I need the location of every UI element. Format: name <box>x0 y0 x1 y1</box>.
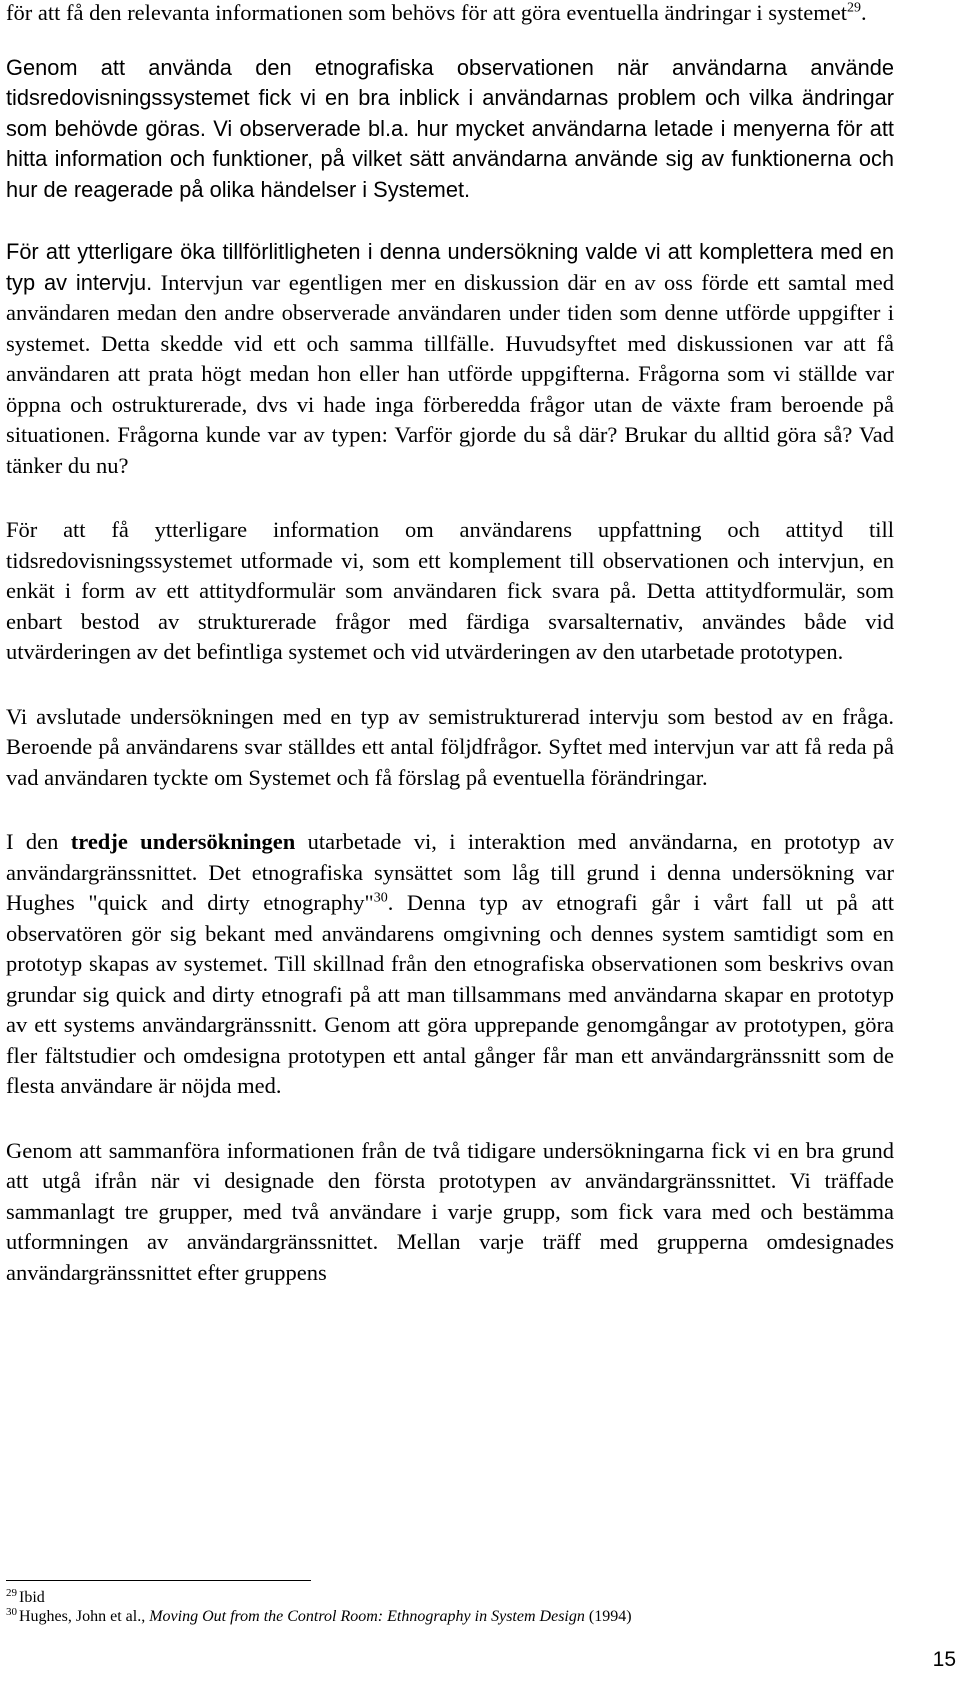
paragraph-prototype-design: Genom att sammanföra informationen från de två tidigare undersökningarna fick vi en bra grund att utgå ifrån när vi designade den första prototypen av användargränssnittet. Vi träffade sammanlagt tre grupper, med två användare i varje grupp, som fick vara med och bestämma utformningen av användargränssnittet. Mellan varje träff med grupperna omdesignades användargränssnittet efter gruppens <box>6 1137 894 1285</box>
paragraph-semistructured-interview: Vi avslutade undersökningen med en typ av semistrukturerad intervju som bestod av en fråga. Beroende på användarens svar ställdes ett antal följdfrågor. Syftet med intervjun var att få reda på vad användaren tyckte om Systemet och få förslag på eventuella förändringar. <box>6 703 894 790</box>
footnote-number: 30 <box>6 1605 17 1618</box>
paragraph-text: . Denna typ av etnografi går i vårt fall ut på att observatören gör sig bekant med användarens omgivning och dennes system samtidigt som en prototyp skapas av systemet. Till skillnad från den etnografiska observationen som beskrivs ovan grundar sig quick and dirty etnografi på att man tillsammans med användarna skapar en prototyp av ett systems användargränssnitt. Genom att göra upprepande genomgångar av prototypen, göra fler fältstudier och omdesigna prototypen ett antal gånger får man ett användargränssnitt som de flesta användare är nöjda med. <box>6 890 894 1098</box>
paragraph-text-sans: För att ytterligare öka tillförlitligheten i denna undersökning valde vi att komplettera med en typ av intervju. <box>6 239 894 295</box>
footnote-reference[interactable]: 29 <box>846 0 861 16</box>
emphasis-bold: tredje undersökningen <box>70 829 296 854</box>
paragraph-text-serif: Intervjun var egentligen mer en diskussion där en av oss förde ett samtal med användaren medan den andre observerade användaren under tiden som denne utförde uppgifter i systemet. Detta skedde vid ett och samma tillfälle. Huvudsyftet med diskussionen var att få användaren att prata högt medan hon eller han utförde uppgifterna. Frågorna som vi ställde var öppna och ostrukturerade, dvs vi hade inga förberedda frågor utan de växte fram beroende på situationen. Frågorna kunde var av typen: Varför gjorde du så där? Brukar du alltid göra så? Vad tänker du nu? <box>6 269 895 478</box>
paragraph-text-end: . <box>860 0 867 25</box>
footnote-year: (1994) <box>584 1608 632 1625</box>
footnote-book-title: Moving Out from the Control Room: Ethnography in System Design <box>149 1608 585 1625</box>
footnote-30 <box>6 1607 894 1626</box>
paragraph-ethnographic-observation: Genom att använda den etnografiska observationen när användarna använde tidsredovisningssystemet fick vi en bra inblick i användarnas problem och vilka ändringar som behövde göras. Vi observerade bl.a. hur mycket användarna letade i menyerna för att hitta information och funktioner, på vilket sätt användarna använde sig av funktionerna och hur de reagerade på olika händelser i Systemet. <box>6 54 894 202</box>
body-text <box>6 0 894 1288</box>
footnotes <box>6 1588 894 1626</box>
paragraph-text: I den <box>6 829 71 854</box>
footnote-number: 29 <box>6 1586 17 1599</box>
footnote-29 <box>6 1588 894 1607</box>
paragraph-continuation <box>6 0 894 29</box>
paragraph-third-study <box>6 827 894 1102</box>
footnote-reference[interactable]: 30 <box>373 890 388 906</box>
footnote-separator <box>6 1580 311 1581</box>
footnote-author: Hughes, John et al., <box>19 1608 150 1625</box>
paragraph-attitude-form: För att få ytterligare information om användarens uppfattning och attityd till tidsredovisningssystemet utformade vi, som ett komplement till observationen och intervjun, en enkät i form av ett attitydformulär som användaren fick svara på. Detta attitydformulär, som enbart bestod av strukturerade frågor med färdiga svarsalternativ, användes både vid utvärderingen av det befintliga systemet och vid utvärderingen av den utarbetade prototypen. <box>6 517 894 664</box>
page-number: 15 <box>932 1648 956 1671</box>
paragraph-interview <box>6 237 894 481</box>
footnote-text: Ibid <box>19 1589 45 1606</box>
paragraph-text: utarbetade vi, i interaktion med användarna, en prototyp av användargränssnittet. Det etnografiska synsättet som låg till grund i denna undersökning var Hughes "quick and dirty etnography" <box>6 829 894 915</box>
paragraph-text: för att få den relevanta informationen som behövs för att göra eventuella ändringar i systemet <box>6 0 847 25</box>
